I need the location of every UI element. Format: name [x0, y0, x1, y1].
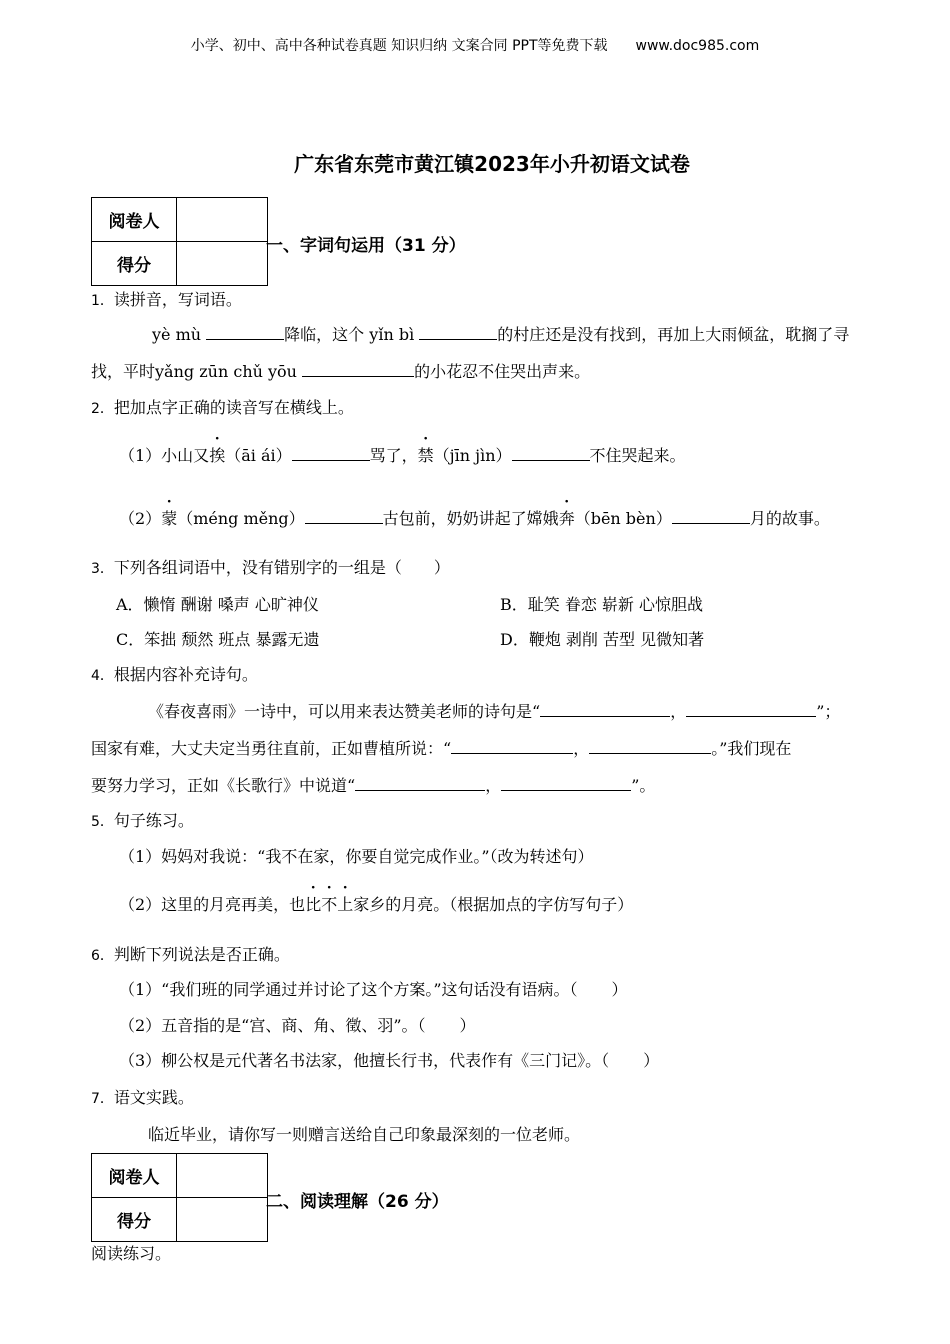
reviewer-cell[interactable]	[177, 198, 268, 242]
q5-stem: 句子练习。	[113, 811, 194, 830]
q4-line-2	[91, 736, 791, 759]
exam-title: 广东省东莞市黄江镇2023年小升初语文试卷	[294, 152, 690, 176]
q4-blank-1[interactable]	[540, 702, 670, 717]
q6-line-1	[119, 977, 628, 1000]
q2-dotted-char-1: 挨	[209, 446, 226, 465]
q6-l2-text: （2）五音指的是“宫、商、角、徵、羽”。（	[119, 1016, 426, 1035]
q1-pinyin-2: yǐn bì	[369, 325, 415, 344]
q3-stem: 下列各组词语中，没有错别字的一组是（ ）	[113, 558, 450, 577]
score-cell-2[interactable]	[177, 1198, 268, 1242]
q1-line-1	[152, 322, 849, 345]
q4-blank-4[interactable]	[589, 739, 711, 754]
q1-text-2: 的村庄还是没有找到，再加上大雨倾盆，耽搁了寻	[497, 325, 850, 344]
q2-l2-a: （2）	[119, 509, 162, 528]
q2-dotted-char-3: 蒙	[161, 509, 178, 528]
header-site-link[interactable]: www.doc985.com	[635, 38, 760, 54]
q6-number: 6．	[91, 948, 114, 964]
q6-close-2: ）	[459, 1016, 476, 1035]
q2-l2-c: 古包前，奶奶讲起了嫦娥	[382, 509, 559, 528]
section-1-heading: 一、字词句运用（31 分）	[266, 236, 466, 256]
q5-line-1: （1）妈妈对我说：“我不在家，你要自觉完成作业。”（改为转述句）	[119, 847, 594, 866]
q2-blank-1[interactable]	[292, 446, 370, 461]
score-label: 得分	[92, 242, 177, 286]
q4-comma-1: ，	[670, 702, 687, 721]
q5-number: 5．	[91, 814, 114, 830]
q3-option-b[interactable]: B．耻笑 眷恋 崭新 心惊胆战	[500, 595, 704, 614]
q1-text-1: 降临，这个	[284, 325, 365, 344]
score-table-1	[91, 197, 268, 286]
q4-l2-end: 。”我们现在	[711, 739, 792, 758]
q4-l2-a: 国家有难，大丈夫定当勇往直前，正如曹植所说：“	[91, 739, 452, 758]
page-header	[0, 35, 950, 55]
section-2-heading: 二、阅读理解（26 分）	[266, 1192, 449, 1212]
q1-text-4: 的小花忍不住哭出声来。	[414, 362, 591, 381]
q6-close-1: ）	[611, 980, 628, 999]
q7-line-1: 临近毕业，请你写一则赠言送给自己印象最深刻的一位老师。	[148, 1125, 581, 1144]
score-label-2: 得分	[92, 1198, 177, 1242]
q6-stem: 判断下列说法是否正确。	[113, 945, 290, 964]
q3-number: 3．	[91, 561, 114, 577]
q2-l1-a: （1）小山又	[119, 446, 210, 465]
q4-line-1	[148, 699, 840, 722]
q7-number: 7．	[91, 1091, 114, 1107]
q4-blank-3[interactable]	[451, 739, 573, 754]
q4-stem: 根据内容补充诗句。	[113, 665, 258, 684]
q1-text-3: 找，平时	[91, 362, 156, 381]
q6-close-3: ）	[643, 1051, 660, 1070]
q2-blank-3[interactable]	[305, 509, 383, 524]
reviewer-label: 阅卷人	[92, 198, 177, 242]
q2-l2-pinyin-2: （bēn bèn）	[574, 509, 672, 528]
reviewer-label-2: 阅卷人	[92, 1154, 177, 1198]
q2-dotted-char-2: 禁	[417, 446, 434, 465]
q2-l2-e: 月的故事。	[749, 509, 830, 528]
q4-blank-6[interactable]	[501, 776, 631, 791]
q5-dotted-char-1: 比	[305, 895, 322, 914]
q6-line-3	[119, 1048, 659, 1071]
q1-blank-1[interactable]	[206, 325, 284, 340]
question-6	[91, 942, 290, 965]
q7-stem: 语文实践。	[113, 1088, 194, 1107]
q4-blank-2[interactable]	[686, 702, 816, 717]
question-4	[91, 662, 258, 685]
q2-line-2	[119, 506, 830, 529]
q5-dotted-char-3: 上	[337, 895, 354, 914]
q4-l3-end: ”。	[631, 776, 656, 795]
q4-blank-5[interactable]	[355, 776, 485, 791]
q4-number: 4．	[91, 668, 114, 684]
q1-pinyin-3: yǎng zūn chǔ yōu	[155, 362, 297, 381]
reviewer-cell-2[interactable]	[177, 1154, 268, 1198]
q5-line-2	[119, 892, 633, 915]
q5-l2-a: （2）这里的月亮再美，也	[119, 895, 306, 914]
q6-line-2	[119, 1013, 476, 1036]
q4-l1-a: 《春夜喜雨》一诗中，可以用来表达赞美老师的诗句是“	[148, 702, 541, 721]
question-5	[91, 808, 194, 831]
q3-option-a[interactable]: A．懒惰 酬谢 嗓声 心旷神仪	[116, 595, 319, 614]
q3-option-d[interactable]: D．鞭炮 剥削 苦型 见微知著	[500, 630, 705, 649]
q2-l1-c: 骂了，	[369, 446, 418, 465]
q2-l1-pinyin: （āi ái）	[225, 446, 292, 465]
q2-blank-4[interactable]	[672, 509, 750, 524]
score-table-2	[91, 1153, 268, 1242]
q6-l1-text: （1）“我们班的同学通过并讨论了这个方案。”这句话没有语病。（	[119, 980, 578, 999]
q2-stem: 把加点字正确的读音写在横线上。	[113, 398, 354, 417]
q4-comma-3: ，	[485, 776, 502, 795]
q3-option-c[interactable]: C．笨拙 颓然 班点 暴露无遗	[116, 630, 320, 649]
q2-l1-pinyin-2: （jīn jìn）	[433, 446, 512, 465]
q1-pinyin-1: yè mù	[152, 325, 202, 344]
question-2	[91, 395, 354, 418]
q2-blank-2[interactable]	[512, 446, 590, 461]
q4-l1-end: ”；	[816, 702, 841, 721]
q5-l2-b: 家乡的月亮。（根据加点的字仿写句子）	[353, 895, 634, 914]
q1-blank-3[interactable]	[302, 362, 414, 377]
q2-line-1	[119, 443, 686, 466]
q1-stem: 读拼音，写词语。	[113, 290, 242, 309]
q4-line-3	[91, 773, 655, 796]
question-1	[91, 287, 242, 310]
q5-dotted-char-2: 不	[321, 895, 338, 914]
q2-l2-pinyin: （méng měng）	[177, 509, 305, 528]
q1-blank-2[interactable]	[419, 325, 497, 340]
q6-l3-text: （3）柳公权是元代著名书法家，他擅长行书，代表作有《三门记》。（	[119, 1051, 610, 1070]
score-cell[interactable]	[177, 242, 268, 286]
q2-number: 2．	[91, 401, 114, 417]
question-3	[91, 555, 450, 578]
q2-l1-e: 不住哭起来。	[589, 446, 686, 465]
q1-line-2	[91, 359, 590, 382]
q2-dotted-char-4: 奔	[558, 509, 575, 528]
q4-l3-a: 要努力学习，正如《长歌行》中说道“	[91, 776, 356, 795]
q1-number: 1．	[91, 293, 114, 309]
header-text: 小学、初中、高中各种试卷真题 知识归纳 文案合同 PPT等免费下载	[190, 38, 608, 54]
q4-comma-2: ，	[573, 739, 590, 758]
question-7	[91, 1085, 194, 1108]
reading-intro: 阅读练习。	[91, 1244, 172, 1263]
